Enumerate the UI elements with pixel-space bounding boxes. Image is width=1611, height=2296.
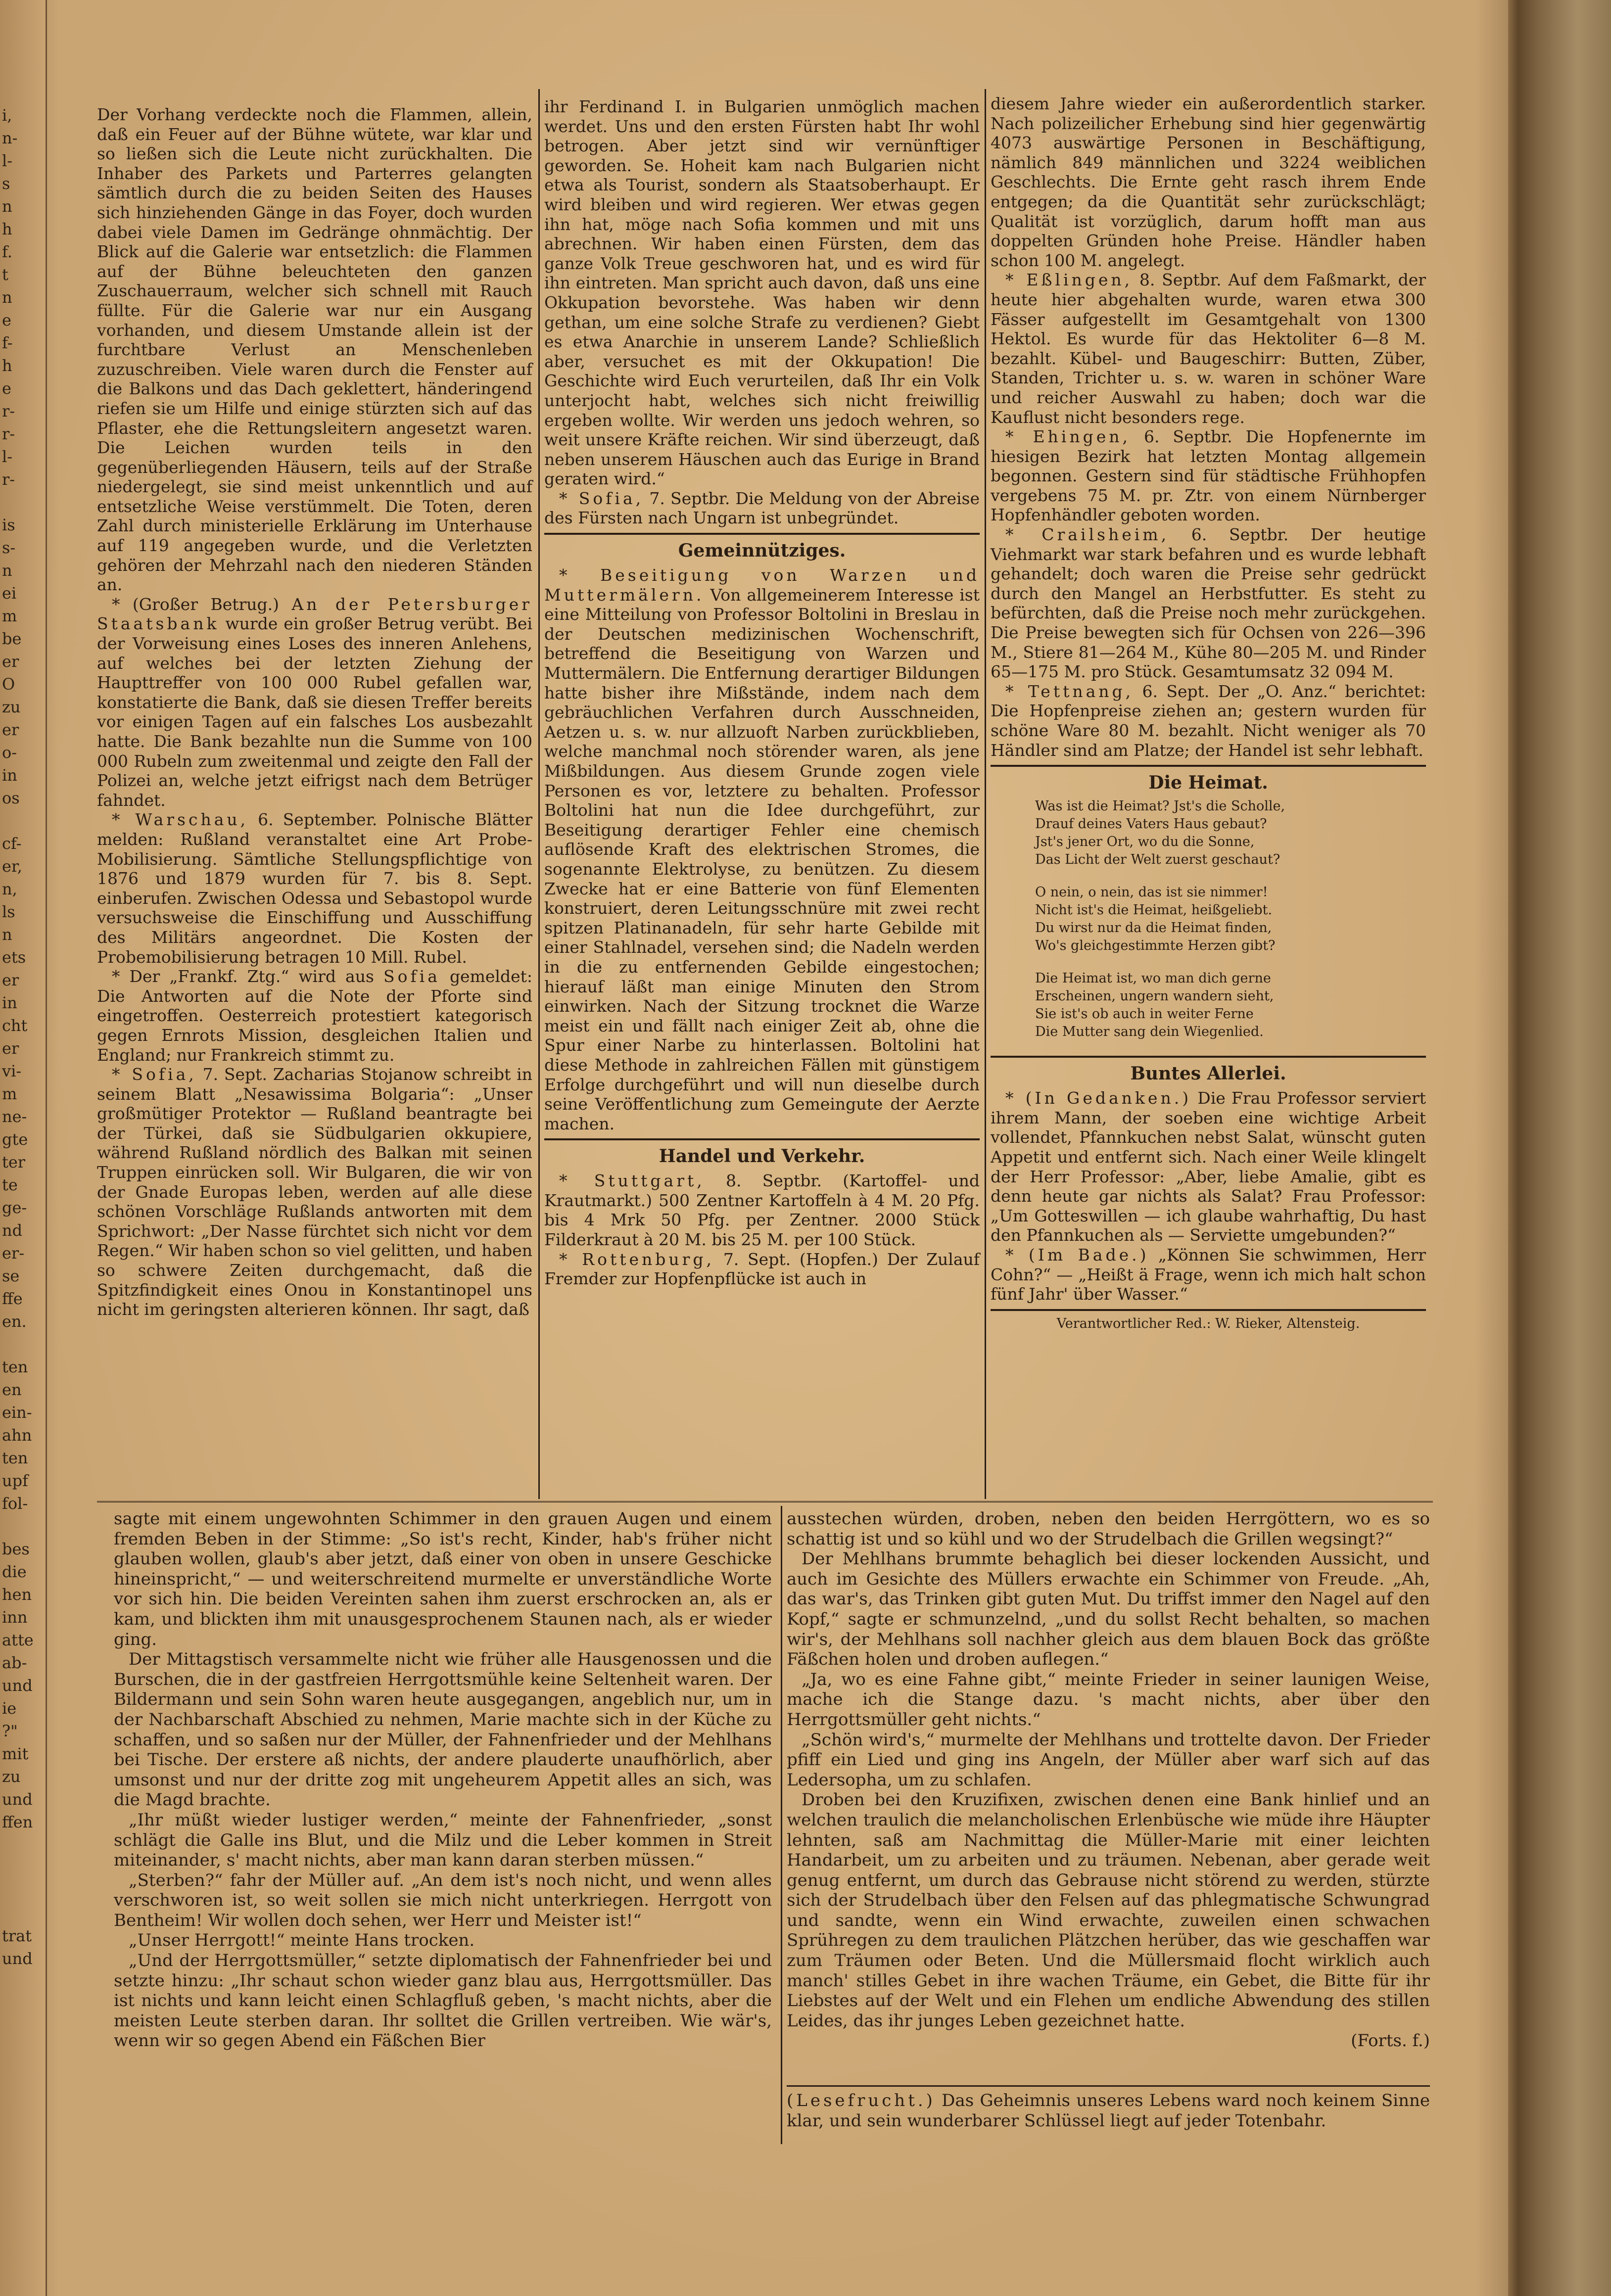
article-hops-continued: diesem Jahre wieder ein außerordentlich starker. Nach polizeilicher Erhebung sind hier gegenwärtig 4073 auswärtige Personen in Beschäftigung, nämlich 849 männlichen und 3224 weiblichen Geschlechts. Die Ernte geht rasch ihrem Ende entgegen; da die Quantität sehr zurückschlägt; Qualität ist vorzüglich, darum hofft man aus doppelten Gründen hohe Preise. Händler haben schon 100 M. angelegt. bbox=[991, 94, 1426, 270]
article-warts: * Beseitigung von Warzen und Muttermälern. Von allgemeinerem Interesse ist eine Mitteilung von Professor Boltolini in Breslau in der Deutschen medizinischen Wochenschrift, betreffend die Beseitigung von Warzen und Muttermälern. Die Entfernung derartiger Bildungen hatte bisher ihre Mißstände, indem nach dem gebräuchlichen Verfahren durch Ausschneiden, Aetzen u. s. w. nur allzuoft Narben zurückblieben, welche manchmal noch störender waren, als jene Mißbildungen. Aus diesem Grunde zogen viele Personen es vor, letztere zu behalten. Professor Boltolini hat nun die Idee durchgeführt, zur Beseitigung derartiger Fehler eine chemisch auflösende Kraft des elektrischen Stromes, die sogenannte Elektrolyse, zu benützen. Zu diesem Zwecke hat er eine Batterie von fünf Elementen konstruiert, deren Leitungsschnüre mit zwei recht spitzen Platinanadeln, für sehr harte Gebilde mit einer Stahlnadel, versehen sind; die Nadeln werden in die zu entfernenden Gebilde eingestochen; hierauf läßt man einige Minuten den Strom einwirken. Nach der Sitzung trocknet die Warze meist ein und fällt nach einiger Zeit ab, ohne die Spur einer Narbe zu hinterlassen. Boltolini hat diese Methode in zahlreichen Fällen mit günstigem Erfolge durchgeführt und will nun dieselbe durch seine Veröffentlichung zum Gemeingute der Aerzte machen. bbox=[544, 565, 980, 1133]
left-fragment bbox=[2, 1879, 46, 1902]
left-fragment: ein- bbox=[2, 1403, 32, 1422]
left-fragment: o- bbox=[2, 743, 17, 762]
feuilleton-column-right bbox=[787, 1509, 1430, 2051]
left-fragment: gte bbox=[2, 1130, 28, 1149]
section-rule bbox=[991, 1056, 1426, 1058]
left-fragment: r- bbox=[2, 424, 15, 443]
left-fragment: die bbox=[2, 1562, 27, 1581]
left-fragment: be bbox=[2, 629, 22, 648]
left-fragment: en. bbox=[2, 1312, 27, 1331]
left-fragment: und bbox=[2, 1790, 33, 1809]
left-fragment: er bbox=[2, 720, 19, 739]
article-im-bade: * (Im Bade.) „Können Sie schwimmen, Herr Cohn?“ — „Heißt ä Frage, wenn ich mich halt schon fünf Jahr' über Wasser.“ bbox=[991, 1245, 1426, 1304]
left-fragment: zu bbox=[2, 698, 21, 716]
feuilleton-paragraph: „Und der Herrgottsmüller,“ setzte diplomatisch der Fahnenfrieder bei und setzte hinzu: „Ihr schaut schon wieder ganz blau aus, Herrgottsmüller. Das ist nichts und kann leicht einen Schlagfluß geben, 's macht nichts, aber die meisten Leute sterben daran. Ihr solltet die Grillen vertreiben. Wie wär's, wenn wir so gegen Abend ein Fäßchen Bier bbox=[114, 1951, 772, 2051]
left-fragment: atte bbox=[2, 1631, 34, 1649]
left-fragment: ?" bbox=[2, 1722, 18, 1740]
left-fragment: cf- bbox=[2, 834, 22, 853]
poem-stanza bbox=[1035, 884, 1426, 955]
left-fragment: er bbox=[2, 1039, 19, 1058]
left-fragment: n bbox=[2, 197, 12, 216]
left-fragment: in bbox=[2, 993, 17, 1012]
left-fragment: in bbox=[2, 766, 17, 785]
article-frankfurter-sofia: * Der „Frankf. Ztg.“ wird aus Sofia gemeldet: Die Antworten auf die Note der Pforte sind eingetroffen. Oesterreich protestiert kategorisch gegen Ernrots Mission, desgleichen Italien und England; nur Frankreich stimmt zu. bbox=[97, 967, 532, 1065]
article-ehingen: * Ehingen, 6. Septbr. Die Hopfenernte im hiesigen Bezirk hat letzten Montag allgemein begonnen. Gestern sind für städtische Frühhopfen vergebens 75 M. pr. Ztr. von einem Nürnberger Hopfenhändler geboten worden. bbox=[991, 427, 1426, 525]
left-fragment: n- bbox=[2, 129, 18, 147]
column-divider-1 bbox=[538, 89, 540, 1499]
poem-line: Jst's jener Ort, wo du die Sonne, bbox=[1035, 834, 1255, 850]
feuilleton-paragraph: ausstechen würden, droben, neben den beiden Herrgöttern, wo es so schattig ist und so kühl und wo der Strudelbach die Grillen wegsingt?“ bbox=[787, 1509, 1430, 1549]
left-fragment: f- bbox=[2, 333, 13, 352]
left-fragment bbox=[2, 1833, 46, 1856]
left-page-edge bbox=[0, 0, 47, 2296]
left-fragment: ten bbox=[2, 1449, 28, 1467]
poem-line: Drauf deines Vaters Haus gebaut? bbox=[1035, 816, 1267, 832]
left-fragment: ge- bbox=[2, 1198, 27, 1217]
feuilleton-column-left bbox=[114, 1509, 772, 2051]
left-page-fragments bbox=[0, 0, 46, 1970]
feuilleton-paragraph: „Schön wird's,“ murmelte der Mehlhans und trottelte davon. Der Frieder pfiff ein Lied und ging ins Angeln, der Müller aber warf sich auf das Ledersopha, um zu schlafen. bbox=[787, 1730, 1430, 1790]
article-rottenburg: * Rottenburg, 7. Sept. (Hopfen.) Der Zulauf Fremder zur Hopfenpflücke ist auch in bbox=[544, 1249, 980, 1289]
left-fragment: bes bbox=[2, 1540, 30, 1558]
left-fragment: ffe bbox=[2, 1289, 23, 1308]
left-fragment: n bbox=[2, 288, 12, 307]
left-fragment: se bbox=[2, 1266, 20, 1285]
left-fragment: fol- bbox=[2, 1494, 28, 1513]
left-fragment: ets bbox=[2, 948, 26, 967]
article-sofia-continued: ihr Ferdinand I. in Bulgarien unmöglich machen werdet. Uns und den ersten Fürsten habt Ihr wohl betrogen. Aber jetzt sind wir vernünftiger geworden. Se. Hoheit kam nach Bulgarien nicht etwa als Tourist, sondern als Staatsoberhaupt. Er wird bleiben und wird regieren. Wer etwas gegen ihn hat, möge nach Sofia kommen und mit uns abrechnen. Wir haben einen Fürsten, dem das ganze Volk Treue geschworen hat, und es wird für ihn eintreten. Man spricht auch davon, daß uns eine Okkupation bevorstehe. Was haben wir denn gethan, um eine solche Strafe zu verdienen? Giebt es etwa Anarchie in unserem Lande? Schließlich aber, versuchet es mit der Okkupation! Die Geschichte wird Euch verurteilen, daß Ihr ein Volk unterjocht habt, welches sich nicht freiwillig ergeben wollte. Wir werden uns jedoch wehren, so weit unsere Kräfte reichen. Wir sind überzeugt, daß neben unserem Häuschen auch das Eurige in Brand geraten wird.“ bbox=[544, 97, 980, 489]
section-heading-handel: Handel und Verkehr. bbox=[659, 1146, 865, 1167]
poem-line: Du wirst nur da die Heimat finden, bbox=[1035, 920, 1272, 936]
left-fragment: cht bbox=[2, 1016, 28, 1035]
column-3 bbox=[991, 94, 1426, 1333]
feuilleton-paragraph: Droben bei den Kruzifixen, zwischen denen eine Bank hinlief und an welchen traulich die melancholischen Erlenbüsche wie müde ihre Häupter lehnten, saß am Nachmittag die Müller-Marie mit einer leichten Handarbeit, um zu arbeiten und zu träumen. Nebenan, aber gerade weit genug entfernt, um durch das Gebrause nicht störend zu werden, stürzte sich der Strudelbach über den Felsen auf das phlegmatische Schwungrad und sandte, wenn ein Wind erwachte, zuweilen einen schwachen Sprühregen zu dem traulichen Plätzchen herüber, das wie geschaffen war zum Träumen oder Beten. Und die Müllersmaid flocht wirklich auch manch' stilles Gebet in ihre wachen Träume, ein Gebet, die Bitte für ihr Liebstes auf der Welt und ein Flehen um endliche Abwendung des stillen Leides, das ihr junges Leben gezeichnet hatte. bbox=[787, 1790, 1430, 2031]
left-fragment: i, bbox=[2, 106, 12, 125]
left-fragment: l- bbox=[2, 151, 13, 170]
left-fragment: hen bbox=[2, 1585, 32, 1604]
left-fragment: r- bbox=[2, 470, 15, 489]
column-divider-2 bbox=[985, 89, 986, 1499]
left-fragment: l- bbox=[2, 447, 13, 466]
column-2 bbox=[544, 97, 980, 1289]
feuilleton-paragraph: Der Mehlhans brummte behaglich bei dieser lockenden Aussicht, und auch im Gesichte des Müllers erwachte ein Schimmer von Freude. „Ah, das war's, das Trinken gibt guten Mut. Du triffst immer den Nagel auf den Kopf,“ sagte er schmunzelnd, „und du sollst Recht behalten, so machen wir's, der Mehlhans soll nachher gleich aus dem blauen Bock das größte Fäßchen holen und droben auflegen.“ bbox=[787, 1549, 1430, 1670]
section-rule bbox=[544, 1138, 980, 1140]
poem-line: Die Heimat ist, wo man dich gerne bbox=[1035, 971, 1271, 986]
left-fragment: f. bbox=[2, 242, 12, 261]
left-fragment: e bbox=[2, 311, 11, 329]
left-fragment: r- bbox=[2, 402, 15, 421]
left-fragment: s bbox=[2, 174, 10, 193]
left-fragment: h bbox=[2, 220, 12, 238]
poem-line: Was ist die Heimat? Jst's die Scholle, bbox=[1035, 798, 1285, 814]
left-fragment: ten bbox=[2, 1358, 28, 1376]
editor-credit: Verantwortlicher Red.: W. Rieker, Altensteig. bbox=[1056, 1315, 1360, 1331]
left-fragment: n bbox=[2, 925, 12, 944]
section-rule bbox=[991, 1309, 1426, 1311]
article-esslingen: * Eßlingen, 8. Septbr. Auf dem Faßmarkt, der heute hier abgehalten wurde, waren etwa 300 Fässer aufgestellt im Gesamtgehalt von 1300 Hektol. Es wurde für das Hektoliter 6—8 M. bezahlt. Kübel- und Baugeschirr: Butten, Züber, Standen, Trichter u. s. w. waren in schöner Ware und reicher Auswahl zu haben; doch war die Kauflust nicht besonders rege. bbox=[991, 270, 1426, 427]
left-fragment: und bbox=[2, 1949, 33, 1968]
article-in-gedanken: * (In Gedanken.) Die Frau Professor serviert ihrem Mann, der soeben eine wichtige Arbeit vollendet, Pfannkuchen nebst Salat, wünscht guten Appetit und entfernt sich. Nach einer Weile klingelt der Herr Professor: „Aber, liebe Amalie, gibt es denn heute gar nichts als Salat? Frau Professor: „Um Gotteswillen — ich glaube wahrhaftig, Du hast den Pfannkuchen als — Serviette umgebunden?“ bbox=[991, 1088, 1426, 1245]
article-sofia-stojanow: * Sofia, 7. Sept. Zacharias Stojanow schreibt in seinem Blatt „Nesawissima Bolgaria“: „Unser großmütiger Protektor — Rußland beantragte bei der Türkei, daß sie Südbulgarien okkupiere, während Rußland nördlich des Balkan mit seinen Truppen einrücken soll. Wir Bulgaren, die wir von der Gnade Europas leben, werden auf alle diese schönen Vorschläge Rußlands antworten mit dem Sprichwort: „Der Nasse fürchtet sich nicht vor dem Regen.“ Wir haben schon so viel gelitten, und haben so schwere Zeiten durchgemacht, daß die Spitzfindigkeit eines Onou in Konstantinopel uns nicht im geringsten alterieren können. Ihr sagt, daß bbox=[97, 1065, 532, 1319]
poem-line: Wo's gleichgestimmte Herzen gibt? bbox=[1035, 938, 1276, 954]
article-bank-fraud: * (Großer Betrug.) An der Petersburger Staatsbank wurde ein großer Betrug verübt. Bei der Vorweisung eines Loses des inneren Anlehens, auf welches bei der letzten Ziehung der Haupttreffer von 100 000 Rubel gefallen war, konstatierte die Bank, daß sie diesen Treffer bereits vor einigen Tagen auf ein falsches Los ausbezahlt hatte. Die Bank bezahlte nun die Summe von 100 000 Rubeln zum zweitenmal und zeigte den Fall der Polizei an, welche jetzt eifrigst nach dem Betrüger fahndet. bbox=[97, 594, 533, 810]
poem-stanza bbox=[1035, 797, 1426, 869]
section-heading-buntes: Buntes Allerlei. bbox=[1130, 1063, 1286, 1084]
left-fragment: te bbox=[2, 1175, 18, 1194]
feuilleton-paragraph: „Unser Herrgott!“ meinte Hans trocken. bbox=[129, 1930, 475, 1951]
poem-line: Erscheinen, ungern wandern sieht, bbox=[1035, 988, 1274, 1004]
left-fragment: vi- bbox=[2, 1062, 22, 1080]
left-fragment: ie bbox=[2, 1699, 17, 1718]
feuilleton-divider bbox=[781, 1506, 782, 2144]
feuilleton-paragraph: Der Mittagstisch versammelte nicht wie früher alle Hausgenossen und die Burschen, die in der gastfreien Herrgottsmühle keine Seltenheit waren. Der Bildermann und sein Sohn waren heute ausgegangen, angeblich nur, um in der Nachbarschaft Abschied zu nehmen, Marie machte sich in der Küche zu schaffen, und so saßen nur der Müller, der Fahnenfrieder und der Mehlhans bei Tische. Der erstere aß nichts, der andere plauderte unaufhörlich, aber umsonst und nur der dritte zog mit ungeheurem Appetit alles an sich, was die Magd brachte. bbox=[114, 1649, 772, 1810]
left-fragment bbox=[2, 1515, 46, 1538]
left-fragment: und bbox=[2, 1676, 33, 1695]
left-fragment: er- bbox=[2, 1244, 25, 1263]
binding-board-edge bbox=[1508, 0, 1611, 2296]
poem-line: Das Licht der Welt zuerst geschaut? bbox=[1035, 852, 1280, 868]
article-sofia-departure: * Sofia, 7. Septbr. Die Meldung von der Abreise des Fürsten nach Ungarn ist unbegründet. bbox=[544, 488, 980, 528]
left-fragment: inn bbox=[2, 1608, 28, 1627]
poem-line: O nein, o nein, das ist sie nimmer! bbox=[1035, 885, 1268, 900]
article-tettnang: * Tettnang, 6. Sept. Der „O. Anz.“ berichtet: Die Hopfenpreise ziehen an; gestern wurden für schöne Ware 80 M. bezahlt. Nicht weniger als 70 Händler sind am Platze; der Handel ist sehr lebhaft. bbox=[991, 681, 1426, 760]
left-fragment: h bbox=[2, 356, 12, 375]
poem-line: Nicht ist's die Heimat, heißgeliebt. bbox=[1035, 902, 1273, 918]
left-fragment bbox=[2, 491, 46, 514]
left-fragment: trat bbox=[2, 1926, 32, 1945]
left-fragment: ter bbox=[2, 1153, 26, 1171]
left-fragment: ls bbox=[2, 902, 15, 921]
feuilleton-separator bbox=[97, 1501, 1433, 1506]
continuation-note: (Forts. f.) bbox=[1351, 2031, 1430, 2051]
left-fragment: mit bbox=[2, 1744, 29, 1763]
left-fragment bbox=[2, 809, 46, 832]
left-fragment: zu bbox=[2, 1767, 21, 1786]
feuilleton-paragraph: „Ja, wo es eine Fahne gibt,“ meinte Frieder in seiner launigen Weise, mache ich die Stange dazu. 's macht nichts, aber über den Herrgottsmüller geht nichts.“ bbox=[787, 1669, 1430, 1730]
left-fragment: O bbox=[2, 675, 15, 694]
left-fragment: t bbox=[2, 265, 8, 284]
left-fragment: ne- bbox=[2, 1107, 27, 1126]
left-fragment: nd bbox=[2, 1221, 23, 1240]
left-fragment bbox=[2, 1856, 46, 1879]
left-fragment: n, bbox=[2, 880, 17, 898]
left-fragment: m bbox=[2, 607, 17, 625]
lesefrucht: (Lesefrucht.) Das Geheimnis unseres Lebens ward noch keinem Sinne klar, und sein wunderbarer Schlüssel liegt auf jeder Totenbahr. bbox=[787, 2091, 1430, 2131]
article-warsaw: * Warschau, 6. September. Polnische Blätter melden: Rußland veranstaltet eine Art Probe-Mobilisierung. Sämtliche Stellungspflichtige von 1876 und 1879 wurden für 7. bis 8. Sept. einberufen. Zwischen Odessa und Sebastopol wurde versuchsweise die Einschiffung und Ausschiffung des Militärs angeordnet. Die Kosten der Probemobilisierung betragen 10 Mill. Rubel. bbox=[97, 810, 532, 967]
left-fragment bbox=[2, 1902, 46, 1924]
article-stuttgart: * Stuttgart, 8. Septbr. (Kartoffel- und Krautmarkt.) 500 Zentner Kartoffeln à 4 M. 20 Pfg. bis 4 Mrk 50 Pfg. per Zentner. 2000 Stück Filderkraut à 20 M. bis 25 M. per 100 Stück. bbox=[544, 1171, 980, 1250]
left-fragment: os bbox=[2, 789, 20, 807]
left-fragment: ahn bbox=[2, 1426, 32, 1445]
left-fragment: n bbox=[2, 561, 12, 580]
left-fragment bbox=[2, 1333, 46, 1356]
left-fragment: er bbox=[2, 971, 19, 989]
left-fragment: en bbox=[2, 1380, 22, 1399]
section-rule bbox=[544, 533, 980, 535]
section-heading-heimat: Die Heimat. bbox=[1148, 772, 1268, 794]
poem-stanza bbox=[1035, 970, 1426, 1041]
section-rule bbox=[991, 765, 1426, 767]
feuilleton-paragraph: „Sterben?“ fahr der Müller auf. „An dem ist's noch nicht, und wenn alles verschworen ist, so weit sollen sie mich nicht unterkriegen. Herrgott von Bentheim! Wir wollen doch sehen, wer Herr und Meister ist!“ bbox=[114, 1870, 772, 1930]
poem-die-heimat bbox=[991, 797, 1426, 1041]
left-fragment: ffen bbox=[2, 1813, 33, 1831]
feuilleton-paragraph: „Ihr müßt wieder lustiger werden,“ meinte der Fahnenfrieder, „sonst schlägt die Galle ins Blut, und die Milz und die Leber kommen in Streit miteinander, s' macht nichts, aber man kann daran sterben müssen.“ bbox=[114, 1810, 772, 1871]
column-1 bbox=[97, 105, 532, 1319]
article-theater-fire: Der Vorhang verdeckte noch die Flammen, allein, daß ein Feuer auf der Bühne wütete, war klar und so ließen sich die Leute nicht zurückhalten. Die Inhaber des Parkets und Parterres gelangten sämtlich durch die zu beiden Seiten des Hauses sich hinziehenden Gänge in das Foyer, doch wurden dabei viele Damen im Gedränge ohnmächtig. Der Blick auf die Galerie war entsetzlich: die Flammen auf der Bühne beleuchteten den ganzen Zuschauerraum, welcher sich schnell mit Rauch füllte. Für die Galerie war nur ein Ausgang vorhanden, und diesem Umstande allein ist der furchtbare Verlust an Menschenleben zuzuschreiben. Viele waren durch die Fenster auf die Balkons und das Dach geklettert, händeringend riefen sie um Hilfe und einige stürzten sich auf das Pflaster, ehe die Rettungsleitern angesetzt waren. Die Leichen wurden teils in den gegenüberliegenden Häusern, teils auf der Straße niedergelegt, sie sind meist unkenntlich und auf entsetzliche Weise verstümmelt. Die Toten, deren Zahl durch ministerielle Erklärung im Unterhause auf 119 angegeben wurde, und die Verletzten gehören der Mehrzahl nach den niederen Ständen an. bbox=[97, 105, 532, 595]
left-fragment: er, bbox=[2, 857, 22, 876]
left-fragment: upf bbox=[2, 1471, 28, 1490]
left-fragment: er bbox=[2, 652, 19, 671]
poem-line: Sie ist's ob auch in weiter Ferne bbox=[1035, 1006, 1254, 1022]
feuilleton-paragraph: sagte mit einem ungewohnten Schimmer in den grauen Augen und einem fremden Beben in der Stimme: „So ist's recht, Kinder, hab's früher nicht glauben wollen, glaub's aber jetzt, daß einer von oben in unsere Geschicke hineinspricht,“ — und weiterschreitend murmelte er unverständliche Worte vor sich hin. Die beiden Vereinten sahen ihm zuerst erschrocken an, als er kam, und blickten ihm mit unausgesprochenem Staunen nach, als er wieder ging. bbox=[114, 1509, 772, 1649]
left-fragment: is bbox=[2, 515, 15, 534]
poem-line: Die Mutter sang dein Wiegenlied. bbox=[1035, 1024, 1264, 1040]
left-fragment: ab- bbox=[2, 1653, 27, 1672]
article-crailsheim: * Crailsheim, 6. Septbr. Der heutige Viehmarkt war stark befahren und es wurde lebhaft gehandelt; doch waren die Preise sehr gedrückt durch den Mangel an Herbstfutter. Es steht zu befürchten, daß die Preise noch mehr zurückgehen. Die Preise bewegten sich für Ochsen von 226—396 M., Stiere 81—264 M., Kühe 80—205 M. und Rinder 65—175 M. pro Stück. Gesamtumsatz 32 094 M. bbox=[991, 525, 1426, 682]
left-fragment: e bbox=[2, 379, 11, 398]
left-fragment: m bbox=[2, 1084, 17, 1103]
lesefrucht-rule bbox=[787, 2085, 1430, 2087]
left-fragment: ei bbox=[2, 584, 17, 603]
section-heading-gemeinnuetziges: Gemeinnütziges. bbox=[678, 540, 846, 562]
left-fragment: s- bbox=[2, 538, 16, 557]
